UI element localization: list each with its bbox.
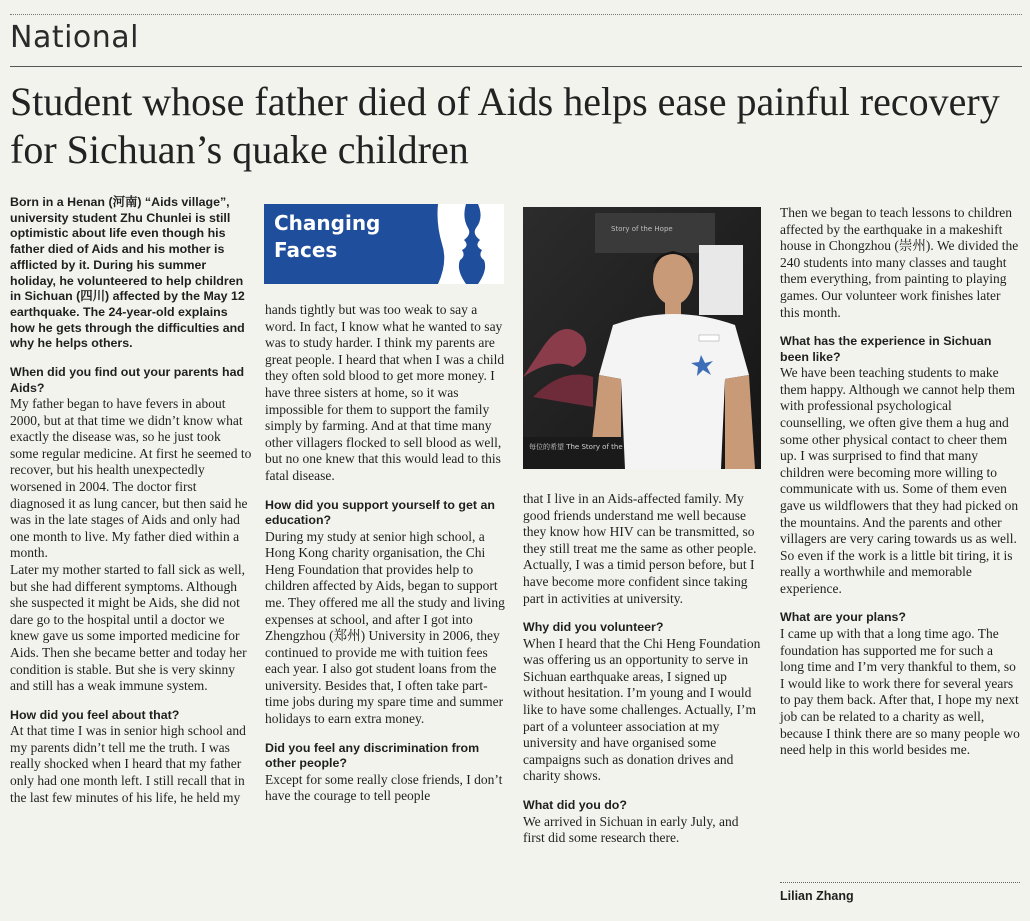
answer-7: We have been teaching students to make them happy. Although we cannot help them with professional psychological counselling, we often give them a hug and some other physical contact to cheer them up. I was surprised to find that many children were becoming more willing to communicate with us. Some of them even gave us wildflowers that they had picked on the mountains. And the parents and other villagers are very caring towards us as well. So even if the work is a little bit tiring, it is really a worthwhile and memorable experience. [780, 365, 1019, 596]
question-5: Why did you volunteer? [523, 620, 664, 635]
answer-6: We arrived in Sichuan in early July, and first did some research there. [523, 813, 739, 846]
banner-line-1: Changing [274, 211, 381, 235]
question-6: What did you do? [523, 798, 627, 812]
student-portrait-image [523, 207, 761, 469]
answer-6-continued: Then we began to teach lessons to children affected by the earthquake in a makeshift house in Chongzhou (崇州). We divided the 240 students into many classes and taught them everything, from painting to playing games. Our volunteer work finishes later this month. [780, 205, 1019, 320]
answer-4-continued: that I live in an Aids-affected family. My good friends understand me well because they know how HIV can be transmitted, so they still treat me the same as other people. Actually, I was a timid person before, but I have become more confident since taking part in activities at university. [523, 491, 757, 606]
svg-text:Story of the Hope: Story of the Hope [611, 225, 673, 233]
answer-8: I came up with that a long time ago. The foundation has supported me for such a long time and I’m very thankful to them, so I would like to work there for several years to pay them back. After that, I hope my next job can be related to a charity as well, because I think there are so many people wo need help in this world besides me. [780, 625, 1020, 758]
answer-3: During my study at senior high school, a Hong Kong charity organisation, the Chi Heng Foundation that provides help to children affected by Aids, began to support me. They offered me all the study and living expenses at school, and after I got into Zhengzhou (郑州) University in 2006, they continued to provide me with tuition fees each year. I also got student loans from the university. Besides that, I often take part-time jobs during my spare time and summer holidays to earn extra money. [265, 528, 505, 727]
question-3: How did you support yourself to get an education? [265, 497, 495, 528]
banner-line-2: Faces [274, 238, 338, 262]
changing-faces-banner [264, 204, 504, 284]
column-1 [10, 195, 252, 806]
answer-2-continued: hands tightly but was too weak to say a word. In fact, I know what he wanted to say was to study harder. I think my parents are great people. I heard that when I was a child they often sold blood to get more money. I have three sisters at home, so it was impossible for them to support the family simply by farming. And at that time many other villagers flocked to sell blood as well, but no one knew that this would lead to this fatal disease. [265, 302, 505, 483]
question-1: When did you find out your parents had Aids? [10, 365, 245, 395]
portrait-photo [523, 207, 761, 469]
question-2: How did you feel about that? [10, 707, 180, 722]
answer-1: My father began to have fevers in about 2000, but at that time we didn’t know what exactly the disease was, so he just took some regular medicine. At first he seemed to recover, but his health unexpectedly worsened in 2004. The doctor first diagnosed it as lung cancer, but then said he was in the late stages of Aids and only had one month to live. My father died within a month. [10, 396, 252, 561]
column-2 [265, 302, 505, 805]
banner-title [274, 210, 380, 264]
headline: Student whose father died of Aids helps ease painful recovery for Sichuan’s quake children [10, 79, 1000, 172]
question-7: What has the experience in Sichuan been like? [780, 334, 992, 364]
answer-2: At that time I was in senior high school and my parents didn’t tell me the truth. I was really shocked when I heard that my father only had one month left. I still recall that in the last few minutes of his life, he held my [10, 723, 246, 805]
question-8: What are your plans? [780, 610, 906, 625]
svg-text:每位的希望 The Story of the: 每位的希望 The Story of the [529, 443, 623, 451]
section-label: National [10, 20, 140, 55]
section-rule [10, 66, 1022, 67]
faces-silhouette-icon [432, 204, 504, 284]
byline-rule [780, 882, 1020, 883]
intro-paragraph: Born in a Henan (河南) “Aids village”, university student Zhu Chunlei is still optimistic about life even though his father died of Aids and his mother is afflicted by it. During his summer holiday, he volunteered to help children in Sichuan (四川) affected by the May 12 earthquake. The 24-year-old explains how he gets through the difficulties and why he helps others. [10, 195, 245, 351]
top-rule [10, 14, 1022, 15]
author-byline: Lilian Zhang [780, 889, 854, 903]
answer-4: Except for some really close friends, I don’t have the courage to tell people [265, 771, 503, 804]
answer-1b: Later my mother started to fall sick as well, but she had different symptoms. Although she suspected it might be Aids, she did not dare go to the hospital until a doctor we knew gave us some imported medicine for Aids. Then she became better and today her condition is stable. But she is very skinny and still has a weak immune system. [10, 561, 247, 694]
question-4: Did you feel any discrimination from other people? [265, 740, 480, 771]
column-3 [523, 491, 763, 847]
answer-5: When I heard that the Chi Heng Foundation was offering us an opportunity to serve in Sichuan earthquake areas, I signed up without hesitation. I’m young and I would like to have some challenges. Actually, I’m part of a volunteer association at my university and have organised some campaigns such as donation drives and charity shows. [523, 635, 761, 784]
column-4 [780, 205, 1020, 759]
